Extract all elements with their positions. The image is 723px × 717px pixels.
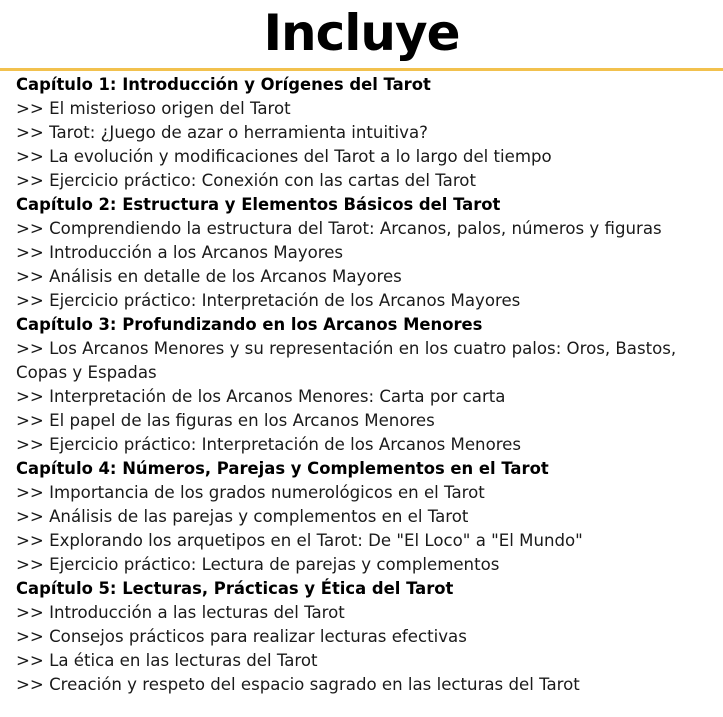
list-item: >> La ética en las lecturas del Tarot (16, 651, 318, 670)
chapter-heading: Capítulo 4: Números, Parejas y Complementos en el Tarot (16, 459, 549, 478)
chapter-heading: Capítulo 2: Estructura y Elementos Básicos del Tarot (16, 195, 501, 214)
list-item: >> El papel de las figuras en los Arcanos Menores (16, 411, 435, 430)
list-item: >> Ejercicio práctico: Lectura de parejas y complementos (16, 555, 500, 574)
list-item: >> Ejercicio práctico: Interpretación de los Arcanos Mayores (16, 291, 521, 310)
list-item: >> Los Arcanos Menores y su representación en los cuatro palos: Oros, Bastos, Copas y Espadas (16, 339, 677, 382)
chapter-heading: Capítulo 1: Introducción y Orígenes del Tarot (16, 75, 431, 94)
list-item: >> Introducción a las lecturas del Tarot (16, 603, 345, 622)
list-item: >> Ejercicio práctico: Conexión con las cartas del Tarot (16, 171, 476, 190)
page-title: Incluye (263, 4, 460, 62)
chapter-heading: Capítulo 3: Profundizando en los Arcanos Menores (16, 315, 483, 334)
list-item: >> Interpretación de los Arcanos Menores: Carta por carta (16, 387, 506, 406)
chapter-heading: Capítulo 5: Lecturas, Prácticas y Ética del Tarot (16, 579, 454, 598)
list-item: >> Consejos prácticos para realizar lecturas efectivas (16, 627, 467, 646)
list-item: >> Comprendiendo la estructura del Tarot: Arcanos, palos, números y figuras (16, 219, 662, 238)
list-item: >> Ejercicio práctico: Interpretación de los Arcanos Menores (16, 435, 522, 454)
list-item: >> Tarot: ¿Juego de azar o herramienta intuitiva? (16, 123, 428, 142)
list-item: >> La evolución y modificaciones del Tarot a lo largo del tiempo (16, 147, 552, 166)
list-item: >> Análisis de las parejas y complementos en el Tarot (16, 507, 469, 526)
list-item: >> Explorando los arquetipos en el Tarot: De "El Loco" a "El Mundo" (16, 531, 583, 550)
title-underline (0, 68, 723, 71)
list-item: >> Importancia de los grados numerológicos en el Tarot (16, 483, 485, 502)
list-item: >> Introducción a los Arcanos Mayores (16, 243, 344, 262)
list-item: >> Creación y respeto del espacio sagrado en las lecturas del Tarot (16, 675, 580, 694)
list-item: >> Análisis en detalle de los Arcanos Mayores (16, 267, 402, 286)
list-item: >> El misterioso origen del Tarot (16, 99, 291, 118)
chapter-list (16, 73, 716, 697)
